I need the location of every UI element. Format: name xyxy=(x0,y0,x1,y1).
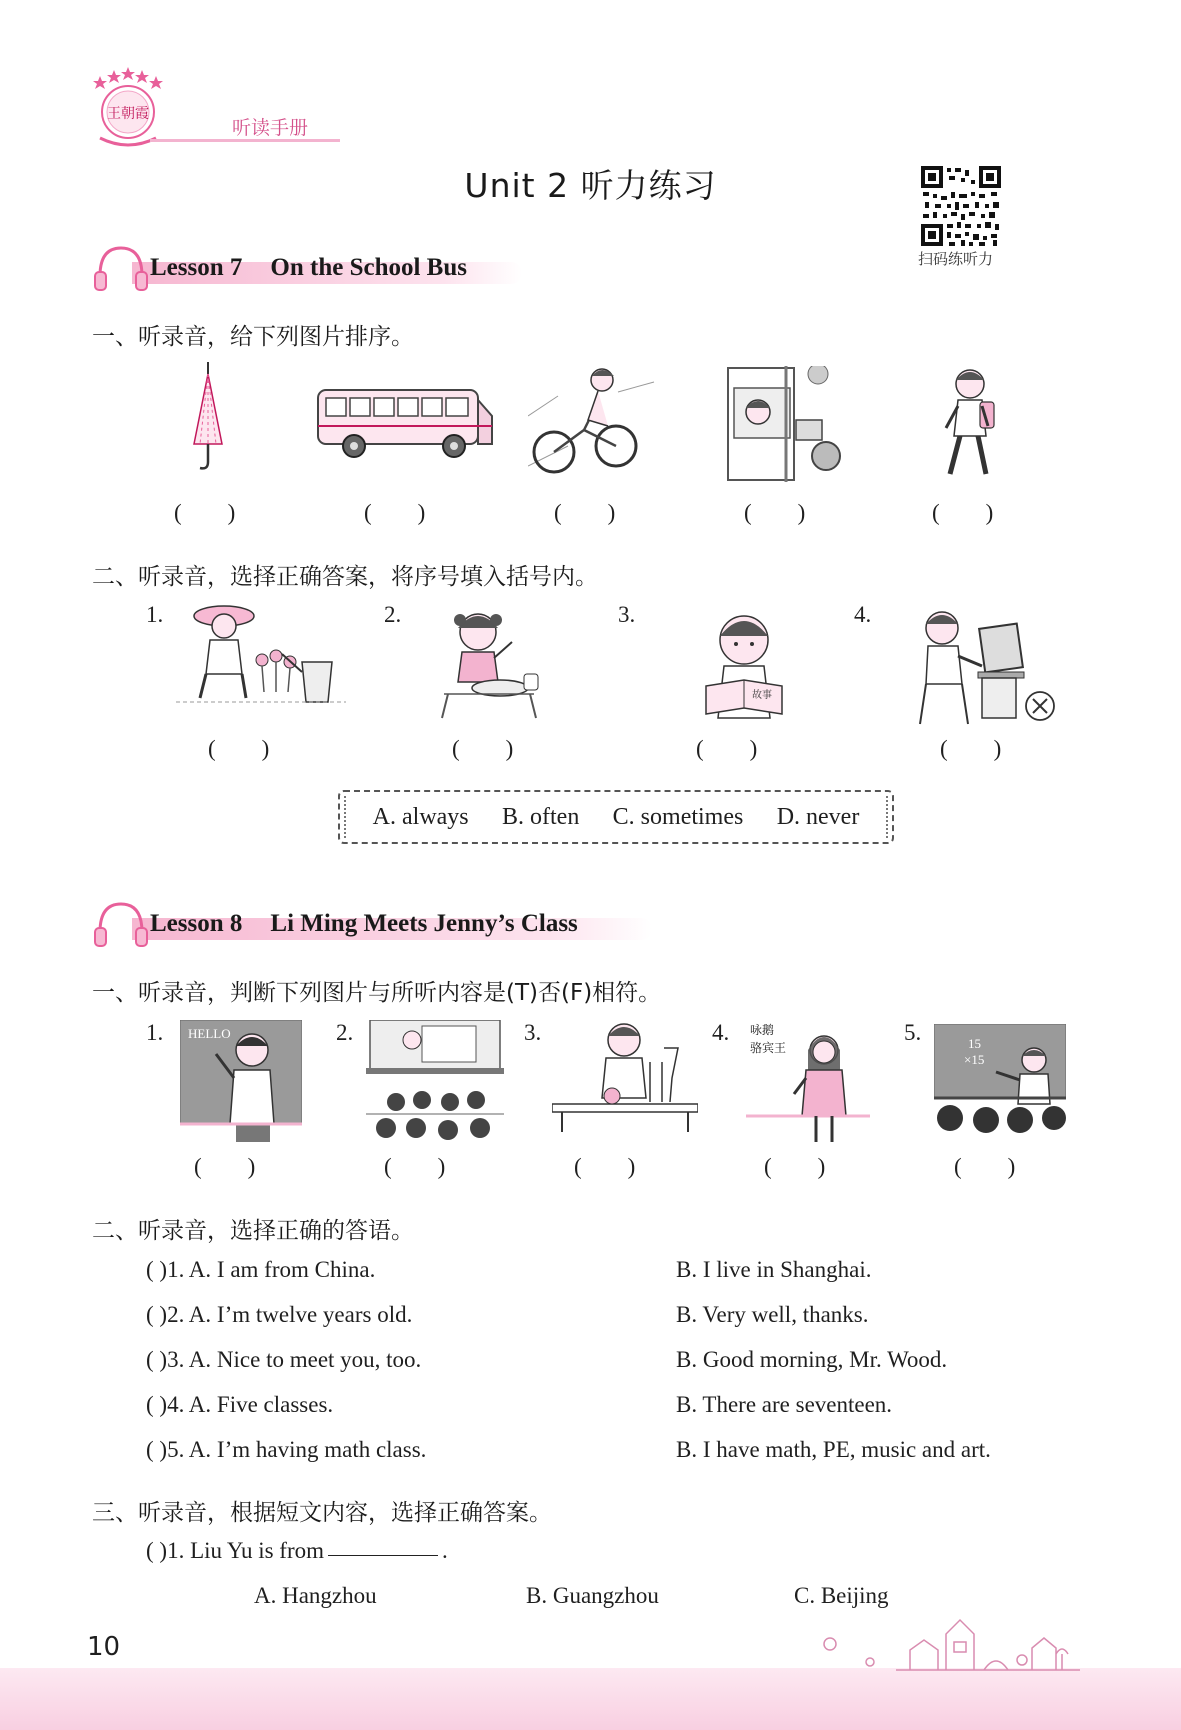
lesson7-section1-heading: 一、听录音，给下列图片排序。 xyxy=(92,324,414,350)
publisher-logo xyxy=(92,66,164,150)
question-row[interactable] xyxy=(146,1538,448,1564)
answer-option-b: B. I live in Shanghai. xyxy=(676,1257,872,1282)
lesson8-section1-heading: 一、听录音，判断下列图片与所听内容是(T)否(F)相符。 xyxy=(92,980,662,1006)
lesson-title: Li Ming Meets Jenny’s Class xyxy=(270,910,578,937)
item-number: 1. xyxy=(146,1020,164,1045)
answer-blank[interactable]: ( ) xyxy=(364,500,426,525)
page-number: 10 xyxy=(87,1632,121,1662)
lesson-title: On the School Bus xyxy=(270,254,467,281)
question-row[interactable] xyxy=(146,1257,375,1283)
lesson7-section2-heading: 二、听录音，选择正确答案，将序号填入括号内。 xyxy=(92,564,598,590)
boy-in-bus-window-icon xyxy=(726,366,844,482)
question-row[interactable] xyxy=(146,1347,421,1373)
girl-gardening-icon xyxy=(176,602,346,712)
item-number: 1. xyxy=(146,602,164,627)
item-number: 3. xyxy=(524,1020,542,1045)
lesson-8-banner xyxy=(92,898,652,950)
choice-a: A. Hangzhou xyxy=(254,1583,377,1608)
answer-blank[interactable]: ( ) xyxy=(452,736,514,761)
question-row[interactable] xyxy=(146,1392,333,1418)
item-number: 5. xyxy=(904,1020,922,1045)
qr-caption: 扫码练听力 xyxy=(918,250,994,268)
item-number: 4. xyxy=(854,602,872,627)
lesson8-section2-heading: 二、听录音，选择正确的答语。 xyxy=(92,1218,414,1244)
svg-text:故事: 故事 xyxy=(752,690,772,701)
option-c: C. sometimes xyxy=(612,803,744,830)
answer-blank[interactable]: ( ) xyxy=(384,1154,446,1179)
item-number: 3. xyxy=(618,602,636,627)
answer-blank[interactable]: ( ) xyxy=(954,1154,1016,1179)
answer-blank[interactable]: ( ) xyxy=(744,500,806,525)
answer-option-b: B. Good morning, Mr. Wood. xyxy=(676,1347,948,1372)
answer-blank[interactable]: ( ) xyxy=(174,500,236,525)
answer-option-b: B. Very well, thanks. xyxy=(676,1302,869,1327)
option-d: D. never xyxy=(776,803,860,830)
fill-blank[interactable] xyxy=(328,1555,438,1556)
option-a: A. always xyxy=(372,803,469,830)
item-number: 2. xyxy=(336,1020,354,1045)
boy-walking-icon xyxy=(934,366,1004,482)
svg-text:咏鹅: 咏鹅 xyxy=(750,1023,775,1037)
question-row[interactable] xyxy=(146,1302,412,1328)
lesson-number: Lesson 7 xyxy=(150,254,243,281)
answer-blank[interactable]: ( ) xyxy=(554,500,616,525)
headphones-icon xyxy=(92,242,150,294)
option-b: B. often xyxy=(502,803,580,830)
choice-b: B. Guangzhou xyxy=(526,1583,659,1608)
question-text: ( )1. Liu Yu is from xyxy=(146,1538,325,1563)
girl-eating-icon xyxy=(434,602,544,720)
question-a: ( )2. A. I’m twelve years old. xyxy=(146,1302,413,1327)
question-a: ( )5. A. I’m having math class. xyxy=(146,1437,427,1462)
answer-option-b: B. I have math, PE, music and art. xyxy=(676,1437,991,1462)
teacher-poem-icon xyxy=(746,1020,870,1144)
svg-text:15: 15 xyxy=(968,1036,981,1051)
teacher-hello-board-icon xyxy=(180,1020,302,1144)
umbrella-icon xyxy=(188,362,228,474)
boy-reading-icon xyxy=(700,610,788,722)
choice-c: C. Beijing xyxy=(794,1583,889,1608)
answer-blank[interactable]: ( ) xyxy=(574,1154,636,1179)
school-bus-icon xyxy=(314,386,496,462)
headphones-icon xyxy=(92,898,150,950)
lesson-7-banner xyxy=(92,242,522,294)
science-lab-icon xyxy=(552,1018,698,1134)
answer-blank[interactable]: ( ) xyxy=(208,736,270,761)
header-underline xyxy=(150,139,340,142)
answer-blank[interactable]: ( ) xyxy=(932,500,994,525)
item-number: 4. xyxy=(712,1020,730,1045)
svg-text:骆宾王: 骆宾王 xyxy=(750,1041,787,1055)
svg-text:HELLO: HELLO xyxy=(188,1026,231,1041)
question-a: ( )1. A. I am from China. xyxy=(146,1257,376,1282)
question-period: . xyxy=(442,1538,448,1563)
answer-blank[interactable]: ( ) xyxy=(940,736,1002,761)
lesson8-section3-heading: 三、听录音，根据短文内容，选择正确答案。 xyxy=(92,1500,552,1526)
unit-title: Unit 2 听力练习 xyxy=(464,166,717,205)
answer-blank[interactable]: ( ) xyxy=(696,736,758,761)
boy-riding-bike-icon xyxy=(528,366,656,478)
qr-code-icon[interactable] xyxy=(921,166,1001,246)
math-class-icon xyxy=(934,1024,1066,1140)
options-box xyxy=(338,790,894,844)
question-a: ( )3. A. Nice to meet you, too. xyxy=(146,1347,422,1372)
item-number: 2. xyxy=(384,602,402,627)
answer-option-b: B. There are seventeen. xyxy=(676,1392,893,1417)
answer-blank[interactable]: ( ) xyxy=(764,1154,826,1179)
lesson-number: Lesson 8 xyxy=(150,910,243,937)
footer-town-icon xyxy=(800,1614,1080,1674)
question-row[interactable] xyxy=(146,1437,426,1463)
classroom-icon xyxy=(366,1020,504,1144)
answer-blank[interactable]: ( ) xyxy=(194,1154,256,1179)
svg-text:×15: ×15 xyxy=(964,1052,985,1067)
svg-text:王朝霞: 王朝霞 xyxy=(107,106,149,122)
boy-computer-icon xyxy=(908,606,1062,730)
question-a: ( )4. A. Five classes. xyxy=(146,1392,334,1417)
footer-band xyxy=(0,1668,1181,1730)
header-label: 听读手册 xyxy=(232,117,309,139)
